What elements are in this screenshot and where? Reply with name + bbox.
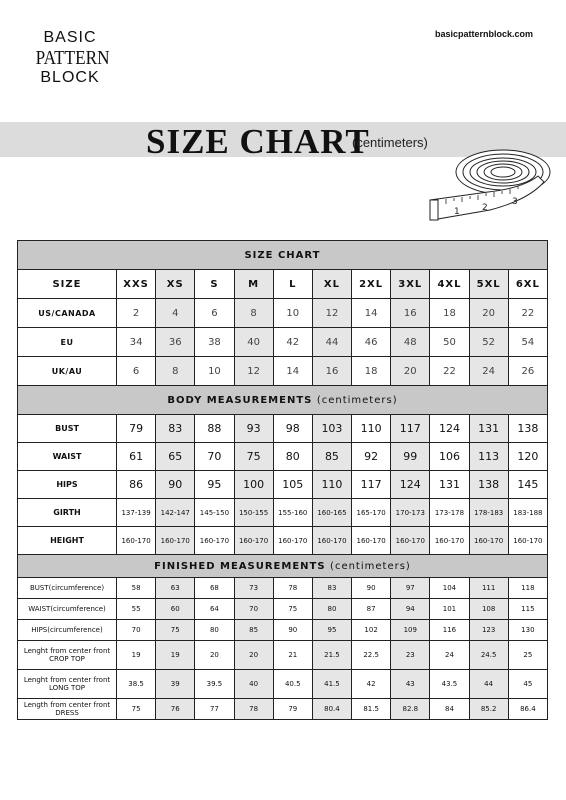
table-cell: 90 — [156, 471, 195, 499]
table-cell: 61 — [117, 443, 156, 471]
page-subtitle: (centimeters) — [352, 135, 428, 150]
table-cell: 44 — [312, 328, 351, 357]
size-cell: XL — [312, 270, 351, 299]
body-measurements-unit: (centimeters) — [316, 394, 398, 406]
table-cell: 145 — [508, 471, 547, 499]
table-row — [18, 641, 548, 670]
size-chart-header-row — [18, 241, 548, 270]
size-chart-table — [17, 240, 548, 720]
table-cell: 50 — [430, 328, 469, 357]
size-row — [18, 270, 548, 299]
row-label — [18, 641, 117, 670]
table-cell: 160-170 — [273, 527, 312, 555]
table-cell: 19 — [117, 641, 156, 670]
row-label: HIPS(circumference) — [18, 620, 117, 641]
table-row — [18, 578, 548, 599]
table-cell: 130 — [508, 620, 547, 641]
table-row — [18, 299, 548, 328]
table-cell: 46 — [352, 328, 391, 357]
table-cell: 20 — [234, 641, 273, 670]
table-cell: 12 — [312, 299, 351, 328]
table-cell: 77 — [195, 699, 234, 720]
table-cell: 20 — [469, 299, 508, 328]
table-cell: 101 — [430, 599, 469, 620]
table-cell: 38 — [195, 328, 234, 357]
table-cell: 98 — [273, 415, 312, 443]
row-label: GIRTH — [18, 499, 117, 527]
table-cell: 42 — [352, 670, 391, 699]
table-cell: 14 — [352, 299, 391, 328]
table-cell: 40 — [234, 328, 273, 357]
table-cell: 160-170 — [352, 527, 391, 555]
table-cell: 24 — [469, 357, 508, 386]
table-row — [18, 415, 548, 443]
table-cell: 45 — [508, 670, 547, 699]
table-cell: 99 — [391, 443, 430, 471]
row-label: EU — [18, 328, 117, 357]
row-label: US/CANADA — [18, 299, 117, 328]
table-cell: 78 — [273, 578, 312, 599]
table-cell: 55 — [117, 599, 156, 620]
table-cell: 25 — [508, 641, 547, 670]
row-label-line-1: Lenght from center front — [23, 676, 111, 684]
table-cell: 82.8 — [391, 699, 430, 720]
table-cell: 10 — [273, 299, 312, 328]
table-cell: 97 — [391, 578, 430, 599]
table-cell: 131 — [430, 471, 469, 499]
table-cell: 16 — [391, 299, 430, 328]
table-cell: 38.5 — [117, 670, 156, 699]
table-cell: 160-165 — [312, 499, 351, 527]
table-cell: 109 — [391, 620, 430, 641]
table-cell: 78 — [234, 699, 273, 720]
measuring-tape-icon — [428, 140, 553, 224]
table-row — [18, 670, 548, 699]
size-label: SIZE — [18, 270, 117, 299]
table-cell: 22.5 — [352, 641, 391, 670]
table-cell: 84 — [430, 699, 469, 720]
table-cell: 42 — [273, 328, 312, 357]
table-cell: 131 — [469, 415, 508, 443]
table-cell: 10 — [195, 357, 234, 386]
table-cell: 124 — [430, 415, 469, 443]
table-cell: 110 — [312, 471, 351, 499]
table-cell: 24 — [430, 641, 469, 670]
table-cell: 43.5 — [430, 670, 469, 699]
table-cell: 116 — [430, 620, 469, 641]
size-cell: 5XL — [469, 270, 508, 299]
table-row — [18, 699, 548, 720]
table-cell: 20 — [195, 641, 234, 670]
brand-logo — [30, 29, 110, 87]
table-cell: 113 — [469, 443, 508, 471]
table-cell: 19 — [156, 641, 195, 670]
size-cell: 3XL — [391, 270, 430, 299]
table-cell: 183-188 — [508, 499, 547, 527]
table-cell: 65 — [156, 443, 195, 471]
table-cell: 160-170 — [469, 527, 508, 555]
row-label: HEIGHT — [18, 527, 117, 555]
table-cell: 123 — [469, 620, 508, 641]
table-cell: 110 — [352, 415, 391, 443]
table-cell: 120 — [508, 443, 547, 471]
table-cell: 4 — [156, 299, 195, 328]
table-cell: 39.5 — [195, 670, 234, 699]
table-cell: 80.4 — [312, 699, 351, 720]
table-cell: 88 — [195, 415, 234, 443]
table-cell: 54 — [508, 328, 547, 357]
table-row — [18, 499, 548, 527]
row-label: BUST — [18, 415, 117, 443]
table-cell: 138 — [508, 415, 547, 443]
table-cell: 70 — [117, 620, 156, 641]
table-cell: 117 — [352, 471, 391, 499]
table-cell: 18 — [430, 299, 469, 328]
row-label: WAIST(circumference) — [18, 599, 117, 620]
table-cell: 23 — [391, 641, 430, 670]
table-cell: 165-170 — [352, 499, 391, 527]
table-cell: 142-147 — [156, 499, 195, 527]
table-cell: 115 — [508, 599, 547, 620]
table-cell: 103 — [312, 415, 351, 443]
table-cell: 160-170 — [234, 527, 273, 555]
table-cell: 160-170 — [156, 527, 195, 555]
table-cell: 106 — [430, 443, 469, 471]
size-cell: L — [273, 270, 312, 299]
svg-text:2: 2 — [482, 203, 488, 213]
table-cell: 40 — [234, 670, 273, 699]
table-cell: 145-150 — [195, 499, 234, 527]
table-cell: 100 — [234, 471, 273, 499]
table-cell: 8 — [156, 357, 195, 386]
table-cell: 108 — [469, 599, 508, 620]
table-cell: 6 — [117, 357, 156, 386]
table-cell: 64 — [195, 599, 234, 620]
table-row — [18, 357, 548, 386]
table-cell: 95 — [195, 471, 234, 499]
table-cell: 83 — [156, 415, 195, 443]
table-cell: 104 — [430, 578, 469, 599]
table-cell: 79 — [117, 415, 156, 443]
body-measurements-header-row — [18, 386, 548, 415]
table-cell: 80 — [273, 443, 312, 471]
brand-line-3: BLOCK — [40, 69, 100, 86]
table-cell: 12 — [234, 357, 273, 386]
row-label-line-2: LONG TOP — [48, 684, 86, 692]
finished-measurements-title: FINISHED MEASUREMENTS — [154, 560, 326, 572]
table-cell: 44 — [469, 670, 508, 699]
table-row — [18, 620, 548, 641]
table-cell: 22 — [508, 299, 547, 328]
size-cell: 6XL — [508, 270, 547, 299]
svg-text:1: 1 — [454, 207, 460, 217]
table-cell: 118 — [508, 578, 547, 599]
row-label-line-2: CROP TOP — [49, 655, 85, 663]
table-cell: 117 — [391, 415, 430, 443]
row-label-line-1: Length from center front — [23, 701, 111, 709]
brand-line-1: BASIC — [43, 29, 97, 46]
table-cell: 75 — [234, 443, 273, 471]
table-cell: 83 — [312, 578, 351, 599]
table-cell: 75 — [156, 620, 195, 641]
svg-text:3: 3 — [512, 197, 518, 207]
row-label: WAIST — [18, 443, 117, 471]
size-cell: XXS — [117, 270, 156, 299]
table-cell: 20 — [391, 357, 430, 386]
size-cell: 2XL — [352, 270, 391, 299]
table-cell: 160-170 — [117, 527, 156, 555]
table-cell: 73 — [234, 578, 273, 599]
size-chart-heading: SIZE CHART — [18, 241, 548, 270]
table-cell: 21.5 — [312, 641, 351, 670]
table-cell: 86.4 — [508, 699, 547, 720]
table-cell: 52 — [469, 328, 508, 357]
table-row — [18, 443, 548, 471]
table-cell: 18 — [352, 357, 391, 386]
table-cell: 43 — [391, 670, 430, 699]
row-label: UK/AU — [18, 357, 117, 386]
table-cell: 48 — [391, 328, 430, 357]
table-cell: 36 — [156, 328, 195, 357]
table-cell: 26 — [508, 357, 547, 386]
table-cell: 160-170 — [391, 527, 430, 555]
table-cell: 79 — [273, 699, 312, 720]
table-cell: 105 — [273, 471, 312, 499]
table-cell: 150-155 — [234, 499, 273, 527]
row-label: BUST(circumference) — [18, 578, 117, 599]
table-cell: 170-173 — [391, 499, 430, 527]
table-cell: 39 — [156, 670, 195, 699]
table-cell: 21 — [273, 641, 312, 670]
table-row — [18, 328, 548, 357]
table-cell: 24.5 — [469, 641, 508, 670]
table-cell: 160-170 — [430, 527, 469, 555]
table-cell: 40.5 — [273, 670, 312, 699]
table-cell: 92 — [352, 443, 391, 471]
table-row — [18, 471, 548, 499]
table-cell: 80 — [195, 620, 234, 641]
table-cell: 60 — [156, 599, 195, 620]
table-cell: 85 — [312, 443, 351, 471]
table-cell: 102 — [352, 620, 391, 641]
table-cell: 16 — [312, 357, 351, 386]
finished-measurements-heading — [18, 555, 548, 578]
body-measurements-title: BODY MEASUREMENTS — [167, 394, 313, 406]
table-cell: 160-170 — [312, 527, 351, 555]
finished-measurements-header-row — [18, 555, 548, 578]
table-cell: 86 — [117, 471, 156, 499]
table-cell: 81.5 — [352, 699, 391, 720]
table-cell: 68 — [195, 578, 234, 599]
finished-measurements-unit: (centimeters) — [330, 560, 411, 572]
row-label — [18, 670, 117, 699]
size-cell: S — [195, 270, 234, 299]
table-cell: 178-183 — [469, 499, 508, 527]
row-label — [18, 699, 117, 720]
table-cell: 8 — [234, 299, 273, 328]
body-measurements-heading — [18, 386, 548, 415]
row-label: HIPS — [18, 471, 117, 499]
table-cell: 90 — [352, 578, 391, 599]
table-cell: 80 — [312, 599, 351, 620]
table-cell: 87 — [352, 599, 391, 620]
table-cell: 124 — [391, 471, 430, 499]
row-label-line-2: DRESS — [55, 709, 79, 717]
table-cell: 160-170 — [195, 527, 234, 555]
table-cell: 137-139 — [117, 499, 156, 527]
table-cell: 173-178 — [430, 499, 469, 527]
row-label-line-1: Lenght from center front — [23, 647, 111, 655]
table-cell: 94 — [391, 599, 430, 620]
size-cell: XS — [156, 270, 195, 299]
table-cell: 76 — [156, 699, 195, 720]
size-cell: 4XL — [430, 270, 469, 299]
table-cell: 22 — [430, 357, 469, 386]
table-row — [18, 599, 548, 620]
table-cell: 2 — [117, 299, 156, 328]
table-cell: 75 — [273, 599, 312, 620]
table-cell: 70 — [195, 443, 234, 471]
table-cell: 93 — [234, 415, 273, 443]
table-cell: 155-160 — [273, 499, 312, 527]
page-title: SIZE CHART — [146, 122, 370, 161]
table-row — [18, 527, 548, 555]
table-cell: 75 — [117, 699, 156, 720]
table-cell: 90 — [273, 620, 312, 641]
size-cell: M — [234, 270, 273, 299]
table-cell: 85 — [234, 620, 273, 641]
table-cell: 34 — [117, 328, 156, 357]
table-cell: 41.5 — [312, 670, 351, 699]
table-cell: 160-170 — [508, 527, 547, 555]
table-cell: 63 — [156, 578, 195, 599]
table-cell: 138 — [469, 471, 508, 499]
table-cell: 95 — [312, 620, 351, 641]
table-cell: 85.2 — [469, 699, 508, 720]
table-cell: 111 — [469, 578, 508, 599]
website-link[interactable]: basicpatternblock.com — [434, 29, 533, 39]
table-cell: 70 — [234, 599, 273, 620]
table-cell: 58 — [117, 578, 156, 599]
table-cell: 14 — [273, 357, 312, 386]
brand-line-2: PATTERN — [35, 47, 110, 69]
table-cell: 6 — [195, 299, 234, 328]
